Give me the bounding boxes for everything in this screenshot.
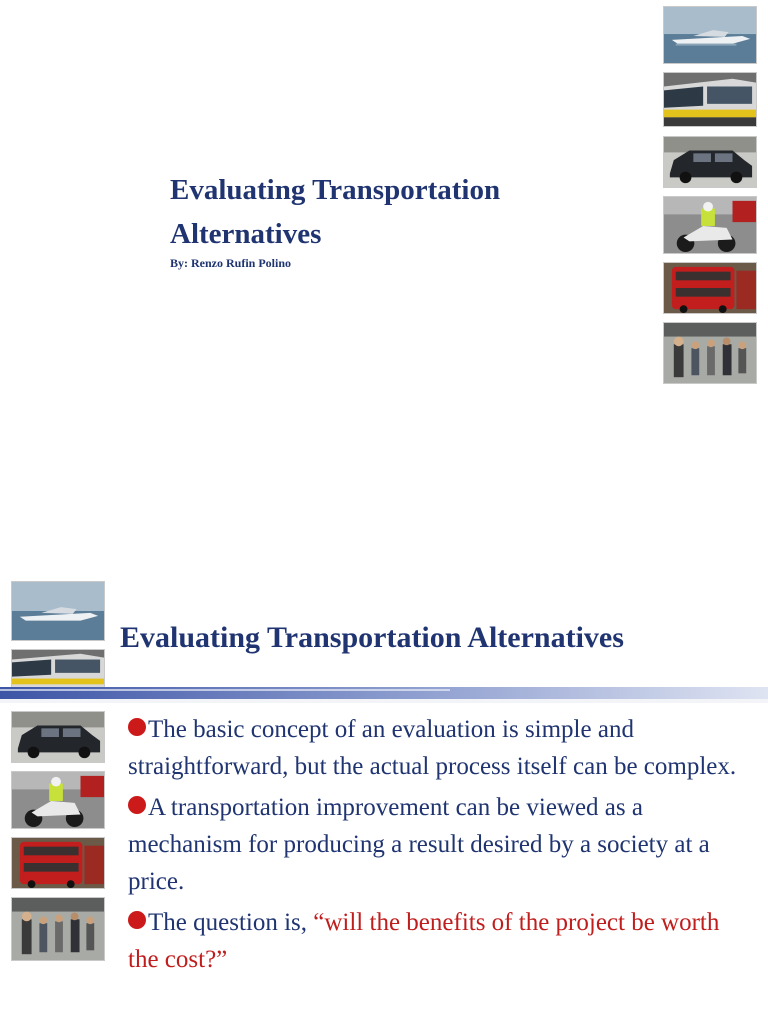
title-divider [0,687,768,703]
highlighted-question: “will the benefits of the project be worth the cost?” [128,909,720,973]
train-image [11,649,105,691]
double-decker-bus-image [11,837,105,889]
slide-author: By: Renzo Rufin Polino [170,256,292,270]
speedboat-image [663,6,757,64]
taxi-image [11,711,105,763]
crowd-image [663,322,757,384]
double-decker-bus-image [663,262,757,314]
bullet-item: The basic concept of an evaluation is simple and straightforward, but the actual process itself can be complex. [128,716,737,780]
police-motorcycle-image [11,771,105,829]
slide-title: Evaluating Transportation Alternatives [120,621,624,654]
slide-title: Evaluating Transportation Alternatives [170,174,501,250]
police-motorcycle-image [663,196,757,254]
speedboat-image [11,581,105,641]
taxi-image [663,136,757,188]
content-slide [0,567,768,1024]
bullet-dot-icon [128,718,146,736]
train-image [663,72,757,127]
bullet-item: A transportation improvement can be viewed as a mechanism for producing a result desired by a society at a price. [128,794,710,895]
bullet-list [128,711,748,982]
bullet-dot-icon [128,911,146,929]
bullet-item: The question is, “will the benefits of the project be worth the cost?” [128,909,720,973]
crowd-image [11,897,105,961]
bullet-dot-icon [128,796,146,814]
